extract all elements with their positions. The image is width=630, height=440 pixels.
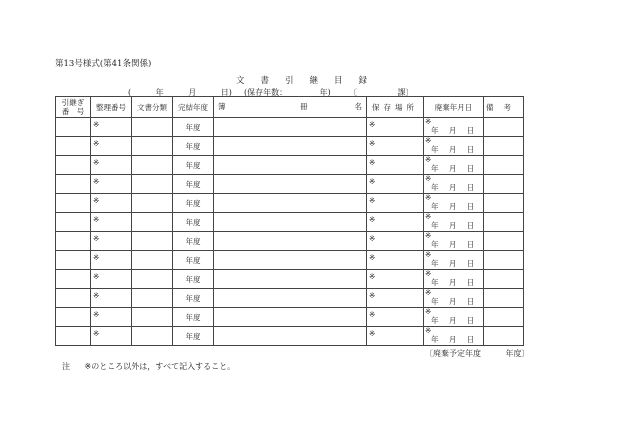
cell-classification[interactable] [132, 327, 173, 346]
fiscal-year-label: 年度 [185, 179, 201, 189]
mark-symbol: ※ [369, 329, 376, 338]
ymd-label: 年 月 日 [431, 126, 475, 135]
cell-completion-year[interactable] [173, 327, 214, 346]
cell-management-no[interactable] [91, 213, 132, 232]
mark-symbol: ※ [369, 215, 376, 224]
date-month: 月 [188, 88, 197, 97]
mark-symbol: ※ [369, 310, 376, 319]
cell-storage-location[interactable] [367, 213, 424, 232]
cell-management-no[interactable] [91, 118, 132, 137]
table-row [56, 270, 524, 289]
cell-register-name[interactable] [214, 251, 367, 270]
header-remarks: 備考 [484, 97, 524, 118]
cell-management-no[interactable] [91, 194, 132, 213]
cell-register-name[interactable] [214, 118, 367, 137]
cell-remarks[interactable] [484, 194, 524, 213]
ymd-label: 年 月 日 [431, 183, 475, 192]
cell-register-name[interactable] [214, 156, 367, 175]
table-row [56, 289, 524, 308]
cell-register-name[interactable] [214, 289, 367, 308]
cell-register-name[interactable] [214, 232, 367, 251]
cell-classification[interactable] [132, 232, 173, 251]
cell-management-no[interactable] [91, 232, 132, 251]
cell-completion-year[interactable] [173, 194, 214, 213]
table-row [56, 213, 524, 232]
ymd-label: 年 月 日 [431, 297, 475, 306]
header-disposal-date: 廃棄年月日 [424, 97, 484, 118]
cell-storage-location[interactable] [367, 232, 424, 251]
mark-symbol: ※ [425, 212, 432, 221]
mark-symbol: ※ [369, 120, 376, 129]
mark-symbol: ※ [369, 177, 376, 186]
ymd-label: 年 月 日 [431, 316, 475, 325]
header-classification: 文書分類 [132, 97, 173, 118]
cell-management-no[interactable] [91, 251, 132, 270]
mark-symbol: ※ [425, 155, 432, 164]
header-transfer-no: 引継ぎ 番 号 [56, 97, 91, 118]
cell-classification[interactable] [132, 194, 173, 213]
cell-transfer-no[interactable] [56, 118, 91, 137]
table-row [56, 194, 524, 213]
mark-symbol: ※ [93, 215, 100, 224]
mark-symbol: ※ [93, 291, 100, 300]
mark-symbol: ※ [369, 158, 376, 167]
cell-disposal-date[interactable] [424, 156, 484, 175]
table-row [56, 156, 524, 175]
cell-transfer-no[interactable] [56, 194, 91, 213]
fiscal-year-label: 年度 [185, 160, 201, 170]
cell-transfer-no[interactable] [56, 251, 91, 270]
retention-unit: 年) [319, 88, 331, 97]
table-row [56, 308, 524, 327]
cell-storage-location[interactable] [367, 156, 424, 175]
disposal-plan-note: 〔廃棄予定年度 年度〕 [425, 349, 530, 358]
cell-remarks[interactable] [484, 270, 524, 289]
cell-classification[interactable] [132, 308, 173, 327]
cell-remarks[interactable] [484, 308, 524, 327]
cell-disposal-date[interactable] [424, 118, 484, 137]
ledger-body [56, 118, 524, 346]
section-close: 課〕 [397, 88, 414, 97]
fiscal-year-label: 年度 [185, 198, 201, 208]
fiscal-year-label: 年度 [185, 274, 201, 284]
table-row [56, 175, 524, 194]
mark-symbol: ※ [425, 117, 432, 126]
mark-symbol: ※ [93, 234, 100, 243]
cell-remarks[interactable] [484, 232, 524, 251]
cell-transfer-no[interactable] [56, 308, 91, 327]
cell-completion-year[interactable] [173, 308, 214, 327]
table-row [56, 118, 524, 137]
ymd-label: 年 月 日 [431, 221, 475, 230]
cell-remarks[interactable] [484, 251, 524, 270]
date-open: ( [128, 88, 132, 97]
cell-transfer-no[interactable] [56, 137, 91, 156]
cell-storage-location[interactable] [367, 251, 424, 270]
cell-classification[interactable] [132, 270, 173, 289]
header-storage-location: 保存場所 [367, 97, 424, 118]
cell-classification[interactable] [132, 137, 173, 156]
cell-storage-location[interactable] [367, 289, 424, 308]
fiscal-year-label: 年度 [185, 293, 201, 303]
mark-symbol: ※ [369, 253, 376, 262]
cell-completion-year[interactable] [173, 175, 214, 194]
cell-remarks[interactable] [484, 289, 524, 308]
cell-disposal-date[interactable] [424, 137, 484, 156]
cell-management-no[interactable] [91, 308, 132, 327]
cell-disposal-date[interactable] [424, 289, 484, 308]
cell-disposal-date[interactable] [424, 213, 484, 232]
cell-storage-location[interactable] [367, 137, 424, 156]
cell-completion-year[interactable] [173, 251, 214, 270]
cell-completion-year[interactable] [173, 118, 214, 137]
document-title: 文書引継目録 [236, 76, 384, 86]
cell-storage-location[interactable] [367, 118, 424, 137]
caution-note: 注 ※のところ以外は，すべて記入すること。 [62, 362, 236, 371]
cell-transfer-no[interactable] [56, 270, 91, 289]
cell-remarks[interactable] [484, 327, 524, 346]
mark-symbol: ※ [425, 193, 432, 202]
mark-symbol: ※ [369, 291, 376, 300]
mark-symbol: ※ [425, 326, 432, 335]
cell-disposal-date[interactable] [424, 308, 484, 327]
cell-management-no[interactable] [91, 327, 132, 346]
mark-symbol: ※ [369, 196, 376, 205]
fiscal-year-label: 年度 [185, 312, 201, 322]
cell-remarks[interactable] [484, 118, 524, 137]
fiscal-year-label: 年度 [185, 331, 201, 341]
cell-storage-location[interactable] [367, 270, 424, 289]
fiscal-year-label: 年度 [185, 236, 201, 246]
cell-transfer-no[interactable] [56, 289, 91, 308]
cell-storage-location[interactable] [367, 194, 424, 213]
ymd-label: 年 月 日 [431, 240, 475, 249]
cell-transfer-no[interactable] [56, 232, 91, 251]
mark-symbol: ※ [93, 158, 100, 167]
mark-symbol: ※ [93, 329, 100, 338]
mark-symbol: ※ [369, 272, 376, 281]
fiscal-year-label: 年度 [185, 217, 201, 227]
mark-symbol: ※ [369, 234, 376, 243]
cell-remarks[interactable] [484, 156, 524, 175]
cell-classification[interactable] [132, 118, 173, 137]
cell-classification[interactable] [132, 213, 173, 232]
mark-symbol: ※ [425, 269, 432, 278]
header-management-no: 整理番号 [91, 97, 132, 118]
fiscal-year-label: 年度 [185, 122, 201, 132]
mark-symbol: ※ [93, 272, 100, 281]
ymd-label: 年 月 日 [431, 259, 475, 268]
cell-completion-year[interactable] [173, 137, 214, 156]
date-day: 日) [220, 88, 232, 97]
cell-storage-location[interactable] [367, 175, 424, 194]
mark-symbol: ※ [425, 307, 432, 316]
cell-register-name[interactable] [214, 308, 367, 327]
retention-label: (保存年数： [244, 88, 288, 97]
cell-register-name[interactable] [214, 270, 367, 289]
table-row [56, 251, 524, 270]
mark-symbol: ※ [93, 253, 100, 262]
cell-transfer-no[interactable] [56, 213, 91, 232]
cell-register-name[interactable] [214, 194, 367, 213]
cell-disposal-date[interactable] [424, 270, 484, 289]
cell-transfer-no[interactable] [56, 156, 91, 175]
cell-completion-year[interactable] [173, 232, 214, 251]
cell-management-no[interactable] [91, 156, 132, 175]
cell-remarks[interactable] [484, 175, 524, 194]
mark-symbol: ※ [425, 174, 432, 183]
cell-completion-year[interactable] [173, 213, 214, 232]
section-open: 〔 [349, 88, 357, 97]
cell-classification[interactable] [132, 251, 173, 270]
mark-symbol: ※ [425, 136, 432, 145]
table-row [56, 327, 524, 346]
cell-disposal-date[interactable] [424, 175, 484, 194]
cell-completion-year[interactable] [173, 289, 214, 308]
ymd-label: 年 月 日 [431, 164, 475, 173]
cell-disposal-date[interactable] [424, 232, 484, 251]
cell-register-name[interactable] [214, 213, 367, 232]
mark-symbol: ※ [93, 139, 100, 148]
cell-transfer-no[interactable] [56, 327, 91, 346]
cell-management-no[interactable] [91, 175, 132, 194]
form-id: 第13号様式(第41条関係) [55, 59, 152, 69]
cell-classification[interactable] [132, 175, 173, 194]
mark-symbol: ※ [369, 139, 376, 148]
ymd-label: 年 月 日 [431, 335, 475, 344]
mark-symbol: ※ [93, 177, 100, 186]
fiscal-year-label: 年度 [185, 141, 201, 151]
cell-disposal-date[interactable] [424, 194, 484, 213]
header-completion-year: 完結年度 [173, 97, 214, 118]
cell-disposal-date[interactable] [424, 251, 484, 270]
ymd-label: 年 月 日 [431, 278, 475, 287]
header-register-name: 簿 冊 名 [214, 97, 367, 118]
table-row [56, 232, 524, 251]
mark-symbol: ※ [93, 196, 100, 205]
cell-management-no[interactable] [91, 289, 132, 308]
cell-classification[interactable] [132, 289, 173, 308]
cell-storage-location[interactable] [367, 327, 424, 346]
cell-transfer-no[interactable] [56, 175, 91, 194]
cell-completion-year[interactable] [173, 156, 214, 175]
table-row [56, 137, 524, 156]
cell-management-no[interactable] [91, 137, 132, 156]
transfer-ledger-table [55, 96, 524, 346]
cell-register-name[interactable] [214, 137, 367, 156]
cell-register-name[interactable] [214, 327, 367, 346]
cell-disposal-date[interactable] [424, 327, 484, 346]
cell-completion-year[interactable] [173, 270, 214, 289]
header-row [56, 97, 524, 118]
mark-symbol: ※ [425, 250, 432, 259]
mark-symbol: ※ [425, 231, 432, 240]
fiscal-year-label: 年度 [185, 255, 201, 265]
ymd-label: 年 月 日 [431, 202, 475, 211]
cell-remarks[interactable] [484, 137, 524, 156]
cell-remarks[interactable] [484, 213, 524, 232]
cell-management-no[interactable] [91, 270, 132, 289]
mark-symbol: ※ [425, 288, 432, 297]
mark-symbol: ※ [93, 120, 100, 129]
ymd-label: 年 月 日 [431, 145, 475, 154]
cell-register-name[interactable] [214, 175, 367, 194]
cell-classification[interactable] [132, 156, 173, 175]
date-year: 年 [155, 88, 164, 97]
mark-symbol: ※ [93, 310, 100, 319]
cell-storage-location[interactable] [367, 308, 424, 327]
